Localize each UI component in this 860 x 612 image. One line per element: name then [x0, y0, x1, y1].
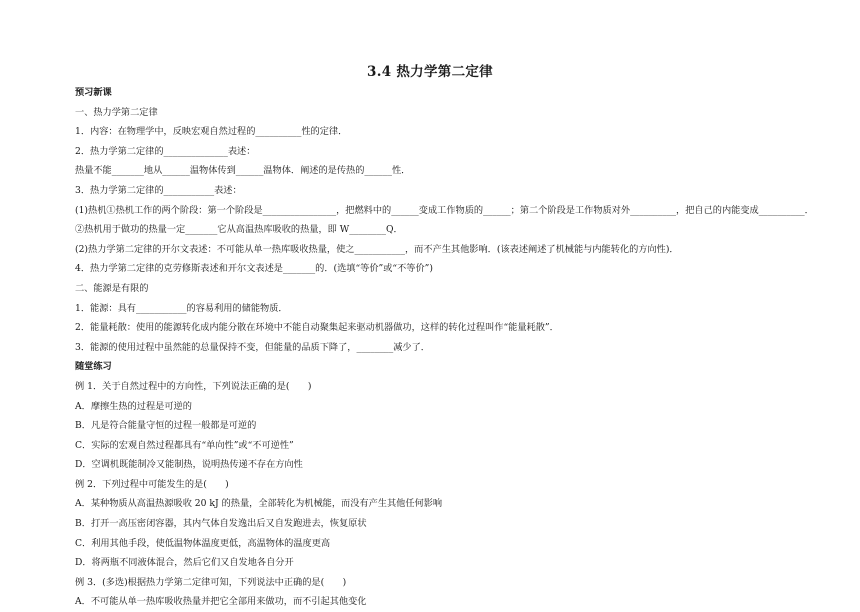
text-line: 3．热力学第二定律的___________表述：: [75, 184, 242, 196]
text-line: A．某种物质从高温热源吸收 20 kJ 的热量，全部转化为机械能，而没有产生其他任何影响: [75, 498, 443, 510]
text-line: (1)热机①热机工作的两个阶段：第一个阶段是________________，把燃料中的______变成工作物质的______；第二个阶段是工作物质对外__________，把自己的内能变成__________．: [75, 204, 814, 216]
text-line: A．摩擦生热的过程是可逆的: [75, 400, 192, 412]
text-line: 1．能源：具有___________的容易利用的储能物质．: [75, 302, 288, 314]
section-heading: 随堂练习: [75, 361, 112, 373]
text-line: D．空调机既能制冷又能制热，说明热传递不存在方向性: [75, 459, 303, 471]
text-line: 1．内容：在物理学中，反映宏观自然过程的__________性的定律．: [75, 126, 348, 138]
text-line: 二、能源是有限的: [75, 282, 149, 294]
text-line: 2．能量耗散：使用的能源转化成内能分散在环境中不能自动聚集起来驱动机器做功，这样的转化过程叫作“能量耗散”．: [75, 322, 559, 334]
text-line: B．打开一高压密闭容器，其内气体自发逸出后又自发跑进去，恢复原状: [75, 518, 367, 530]
text-line: B．凡是符合能量守恒的过程一般都是可逆的: [75, 420, 257, 432]
text-line: (2)热力学第二定律的开尔文表述：不可能从单一热库吸收热量，使之___________，而不产生其他影响．(该表述阐述了机械能与内能转化的方向性)．: [75, 243, 679, 255]
text-line: 2．热力学第二定律的______________表述：: [75, 145, 256, 157]
document-title: 3.4 热力学第二定律: [367, 64, 493, 80]
text-line: 一、热力学第二定律: [75, 106, 158, 118]
text-line: ②热机用于做功的热量一定_______它从高温热库吸收的热量，即 W________Q．: [75, 224, 403, 236]
text-line: 例 1．关于自然过程中的方向性，下列说法正确的是( ): [75, 380, 312, 392]
text-line: 热量不能_______地从______温物体传到______温物体．阐述的是传热的______性．: [75, 165, 411, 177]
text-line: C．利用其他手段，使低温物体温度更低，高温物体的温度更高: [75, 537, 331, 549]
text-line: 4．热力学第二定律的克劳修斯表述和开尔文表述是_______的．(选填“等价”或“不等价”): [75, 263, 433, 275]
text-line: A．不可能从单一热库吸收热量并把它全部用来做功，而不引起其他变化: [75, 596, 367, 608]
section-heading: 预习新课: [75, 87, 112, 98]
text-line: C．实际的宏观自然过程都具有“单向性”或“不可逆性”: [75, 439, 294, 451]
text-line: 例 3．(多选)根据热力学第二定律可知，下列说法中正确的是( ): [75, 576, 347, 588]
document-body: [75, 83, 814, 612]
text-line: D．将两瓶不同液体混合，然后它们又自发地各自分开: [75, 557, 294, 569]
text-line: 3．能源的使用过程中虽然能的总量保持不变，但能量的品质下降了，________减少了．: [75, 341, 430, 353]
text-line: 例 2．下列过程中可能发生的是( ): [75, 478, 229, 490]
